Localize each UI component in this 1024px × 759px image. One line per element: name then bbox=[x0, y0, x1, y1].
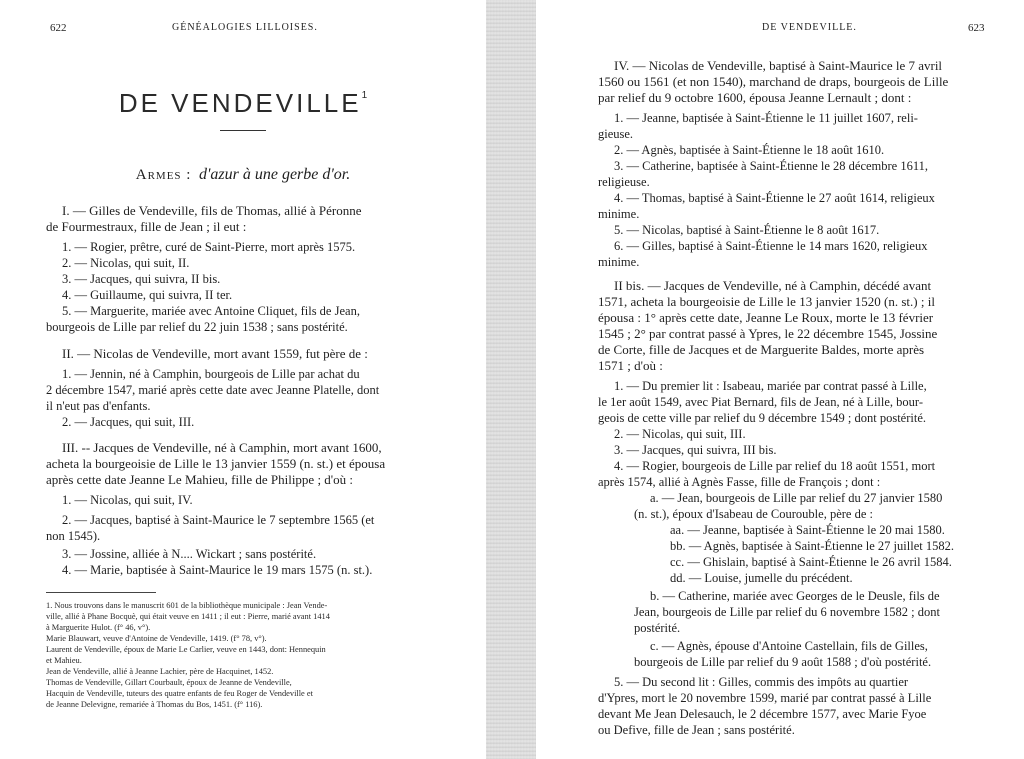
footnote-line: Thomas de Vendeville, Gillart Courbault, époux de Jeanne de Vendeville, bbox=[46, 678, 292, 687]
page-title: DE VENDEVILLE$^1$ bbox=[118, 88, 368, 118]
text-line: 5. — Nicolas, baptisé à Saint-Étienne le 8 août 1617. bbox=[614, 223, 880, 237]
text-line: 1571, acheta la bourgeoisie de Lille le 13 janvier 1520 (n. st.) ; il bbox=[598, 294, 935, 309]
text-line: après cette date Jeanne Le Mahieu, fille de Philippe ; d'où : bbox=[46, 472, 354, 487]
text-line: épousa : 1° après cette date, Jeanne Le Roux, morte le 13 février bbox=[598, 310, 934, 325]
text-line: acheta la bourgeoisie de Lille le 13 janvier 1559 (n. st.) et épousa bbox=[46, 456, 386, 471]
text-line: II bis. — Jacques de Vendeville, né à Camphin, décédé avant bbox=[614, 278, 932, 293]
text-line: il n'eut pas d'enfants. bbox=[46, 399, 151, 413]
text-line: bb. — Agnès, baptisée à Saint-Étienne le 27 juillet 1582. bbox=[670, 539, 954, 553]
left-page bbox=[0, 0, 486, 759]
text-line: d'Ypres, mort le 20 novembre 1599, marié par contrat passé à Lille bbox=[598, 691, 932, 705]
right-page bbox=[536, 0, 1024, 759]
text-line: 2. — Agnès, baptisée à Saint-Étienne le 18 août 1610. bbox=[614, 143, 885, 157]
text-line: 1545 ; 2° par contrat passé à Ypres, le 22 décembre 1545, Jossine bbox=[598, 326, 938, 341]
footnote-line: ville, allié à Phane Bocquè, qui était veuve en 1411 ; il eut : Pierre, marié avant 1414 bbox=[46, 612, 330, 621]
text-line: minime. bbox=[598, 255, 640, 269]
armes-label: Armes : bbox=[135, 167, 192, 183]
text-line: c. — Agnès, épouse d'Antoine Castellain, fils de Gilles, bbox=[650, 639, 928, 653]
text-line: 3. — Jacques, qui suivra, III bis. bbox=[614, 443, 777, 457]
text-line: minime. bbox=[598, 207, 640, 221]
text-line: 5. — Du second lit : Gilles, commis des impôts au quartier bbox=[614, 675, 909, 689]
page-number-right: 623 bbox=[968, 22, 985, 34]
text-line: 3. — Jacques, qui suivra, II bis. bbox=[62, 272, 221, 286]
text-line: après 1574, allié à Agnès Fasse, fille de François ; dont : bbox=[598, 475, 881, 489]
text-line: devant Me Jean Delesauch, le 2 décembre 1577, avec Marie Fyoe bbox=[598, 707, 927, 721]
text-line: 2. — Nicolas, qui suit, III. bbox=[614, 427, 746, 441]
text-line: 1. — Rogier, prêtre, curé de Saint-Pierre, mort après 1575. bbox=[62, 240, 356, 254]
text-line: par relief du 9 octobre 1600, épousa Jeanne Lernault ; dont : bbox=[598, 90, 912, 105]
footnote-line: de Jeanne Delevigne, remariée à Thomas du Bos, 1451. (f° 116). bbox=[46, 700, 263, 709]
text-line: 4. — Thomas, baptisé à Saint-Étienne le 27 août 1614, religieux bbox=[614, 191, 935, 205]
text-line: III. -- Jacques de Vendeville, né à Camphin, mort avant 1600, bbox=[62, 440, 382, 455]
text-line: 1. — Nicolas, qui suit, IV. bbox=[62, 493, 193, 507]
text-line: bourgeois de Lille par relief du 22 juin 1538 ; sans postérité. bbox=[46, 320, 348, 334]
text-line: a. — Jean, bourgeois de Lille par relief du 27 janvier 1580 bbox=[650, 491, 943, 505]
title-rule bbox=[220, 130, 266, 131]
footnote-line: 1. Nous trouvons dans le manuscrit 601 de la bibliothèque municipale : Jean Vende- bbox=[46, 601, 328, 610]
text-line: le 1er août 1549, avec Piat Bernard, fils de Jean, né à Lille, bour- bbox=[598, 395, 923, 409]
text-line: postérité. bbox=[634, 621, 681, 635]
text-line: dd. — Louise, jumelle du précédent. bbox=[670, 571, 853, 585]
footnote-line: Laurent de Vendeville, époux de Marie Le Carlier, veuve en 1443, dont: Hennequin bbox=[46, 645, 326, 654]
text-line: 2. — Jacques, baptisé à Saint-Maurice le 7 septembre 1565 (et bbox=[62, 513, 375, 527]
footnote-line: à Marguerite Hulot. (f° 46, v°). bbox=[46, 623, 151, 632]
armes-text: d'azur à une gerbe d'or. bbox=[198, 166, 351, 183]
text-line: de Fourmestraux, fille de Jean ; il eut : bbox=[46, 219, 247, 234]
text-line: 1. — Du premier lit : Isabeau, mariée par contrat passé à Lille, bbox=[614, 379, 927, 393]
text-line: 6. — Gilles, baptisé à Saint-Étienne le 14 mars 1620, religieux bbox=[614, 239, 928, 253]
footnote-line: Marie Blauwart, veuve d'Antoine de Vendeville, 1419. (f° 78, v°). bbox=[46, 634, 267, 643]
text-line: 5. — Marguerite, mariée avec Antoine Cliquet, fils de Jean, bbox=[62, 304, 360, 318]
armes-line bbox=[0, 166, 486, 184]
text-line: IV. — Nicolas de Vendeville, baptisé à Saint-Maurice le 7 avril bbox=[614, 58, 943, 73]
text-line: 1571 ; d'où : bbox=[598, 358, 663, 373]
text-line: gieuse. bbox=[598, 127, 634, 141]
text-line: religieuse. bbox=[598, 175, 650, 189]
text-line: 4. — Rogier, bourgeois de Lille par relief du 18 août 1551, mort bbox=[614, 459, 936, 473]
footnote-line: et Mahieu. bbox=[46, 656, 82, 665]
text-line: 3. — Catherine, baptisée à Saint-Étienne le 28 décembre 1611, bbox=[614, 159, 929, 173]
text-line: de Corte, fille de Jacques et de Marguerite Baldes, morte après bbox=[598, 342, 925, 357]
text-line: 3. — Jossine, alliée à N.... Wickart ; sans postérité. bbox=[62, 547, 317, 561]
text-line: 1. — Jennin, né à Camphin, bourgeois de Lille par achat du bbox=[62, 367, 360, 381]
text-line: ou Defive, fille de Jean ; sans postérité. bbox=[598, 723, 795, 737]
text-line: 4. — Marie, baptisée à Saint-Maurice le 19 mars 1575 (n. st.). bbox=[62, 563, 373, 577]
text-line: (n. st.), époux d'Isabeau de Courouble, père de : bbox=[634, 507, 873, 521]
text-line: Jean, bourgeois de Lille par relief du 6 novembre 1582 ; dont bbox=[634, 605, 940, 619]
text-line: II. — Nicolas de Vendeville, mort avant 1559, fut père de : bbox=[62, 346, 368, 361]
book-gutter bbox=[486, 0, 536, 759]
text-line: 2 décembre 1547, marié après cette date avec Jeanne Platelle, dont bbox=[46, 383, 380, 397]
text-line: cc. — Ghislain, baptisé à Saint-Étienne le 26 avril 1584. bbox=[670, 555, 952, 569]
text-line: aa. — Jeanne, baptisée à Saint-Étienne le 20 mai 1580. bbox=[670, 523, 945, 537]
text-line: 2. — Jacques, qui suit, III. bbox=[62, 415, 195, 429]
text-line: non 1545). bbox=[46, 529, 101, 543]
text-line: bourgeois de Lille par relief du 9 août 1588 ; d'où postérité. bbox=[634, 655, 932, 669]
footnote-rule bbox=[46, 592, 156, 593]
text-line: geois de cette ville par relief du 9 décembre 1549 ; dont postérité. bbox=[598, 411, 927, 425]
running-head-left: GÉNÉALOGIES LILLOISES. bbox=[172, 22, 318, 33]
page-number-left: 622 bbox=[50, 22, 67, 34]
footnote-line: Jean de Vendeville, allié à Jeanne Lachier, père de Hacquinet, 1452. bbox=[46, 667, 274, 676]
text-line: 1. — Jeanne, baptisée à Saint-Étienne le 11 juillet 1607, reli- bbox=[614, 111, 918, 125]
text-line: 1560 ou 1561 (et non 1540), marchand de draps, bourgeois de Lille bbox=[598, 74, 949, 89]
running-head-right: DE VENDEVILLE. bbox=[762, 22, 857, 33]
footnote-line: Hacquin de Vendeville, tuteurs des quatre enfants de feu Roger de Vendeville et bbox=[46, 689, 313, 698]
text-line: 2. — Nicolas, qui suit, II. bbox=[62, 256, 190, 270]
text-line: I. — Gilles de Vendeville, fils de Thomas, allié à Péronne bbox=[62, 203, 362, 218]
title-footnote-mark: 1 bbox=[361, 90, 368, 101]
text-line: 4. — Guillaume, qui suivra, II ter. bbox=[62, 288, 233, 302]
text-line: b. — Catherine, mariée avec Georges de le Deusle, fils de bbox=[650, 589, 940, 603]
